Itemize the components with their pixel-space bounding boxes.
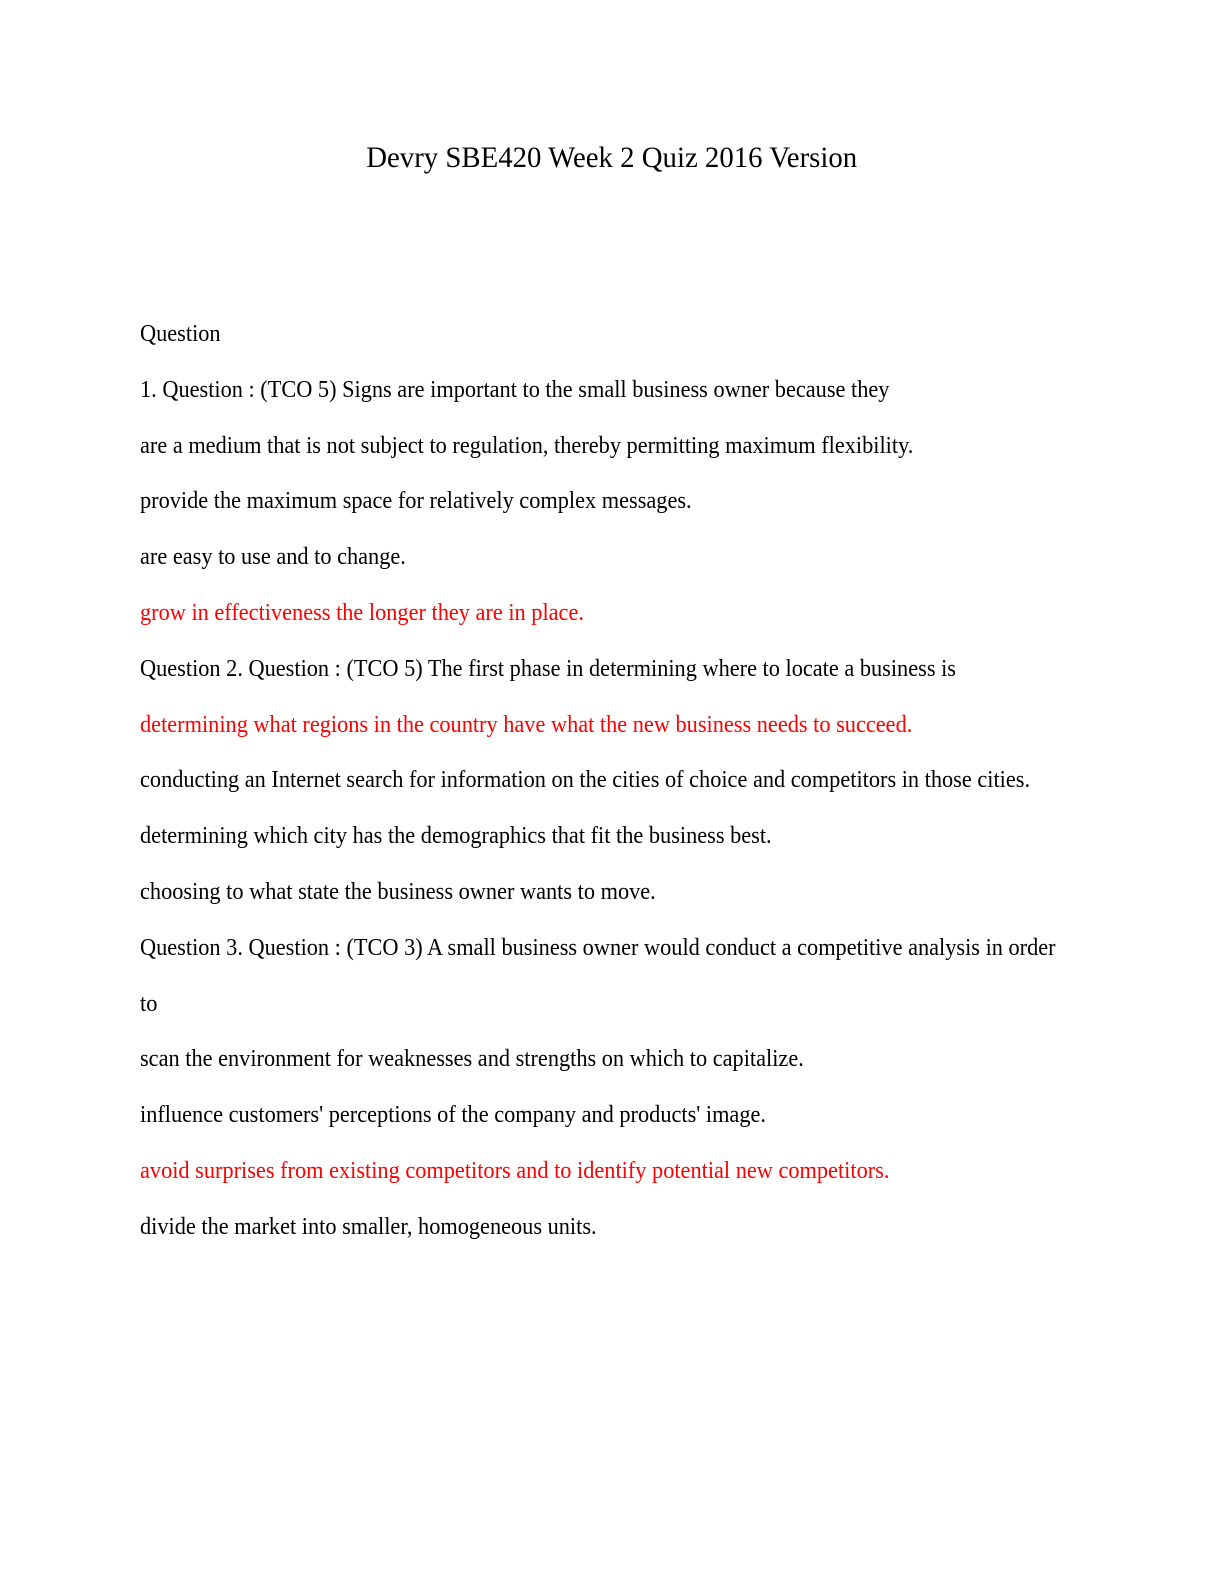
line-text: Question 3. Question : (TCO 3) A small business owner would conduct a competitive analysis in order — [140, 934, 1056, 961]
line-text: choosing to what state the business owner wants to move. — [140, 878, 656, 905]
line-text: Question 2. Question : (TCO 5) The first phase in determining where to locate a business is — [140, 655, 956, 682]
line-text: determining which city has the demographics that fit the business best. — [140, 823, 772, 850]
document-text-line — [140, 1032, 1180, 1088]
document-text-line — [140, 921, 1180, 977]
document-text-line — [140, 307, 1180, 363]
line-text: provide the maximum space for relatively complex messages. — [140, 488, 692, 515]
document-text-line — [140, 363, 1180, 419]
document-text-line — [140, 530, 1180, 586]
document-text-line — [140, 474, 1180, 530]
line-text: divide the market into smaller, homogeneous units. — [140, 1213, 597, 1240]
line-text: 1. Question : (TCO 5) Signs are important to the small business owner because they — [140, 376, 890, 403]
line-text: to — [140, 990, 158, 1017]
document-title — [0, 141, 1224, 175]
document-body — [140, 307, 1180, 1256]
document-text-line — [140, 865, 1180, 921]
highlighted-answer-line — [140, 698, 1180, 754]
document-text-line — [140, 642, 1180, 698]
line-text: conducting an Internet search for information on the cities of choice and competitors in those cities. — [140, 767, 1031, 794]
document-text-line — [140, 1200, 1180, 1256]
highlighted-answer-line — [140, 586, 1180, 642]
line-text: scan the environment for weaknesses and strengths on which to capitalize. — [140, 1046, 804, 1073]
line-text: avoid surprises from existing competitors and to identify potential new competitors. — [140, 1157, 890, 1184]
document-text-line — [140, 809, 1180, 865]
document-text-line — [140, 1088, 1180, 1144]
line-text: Question — [140, 321, 221, 347]
document-text-line — [140, 977, 1180, 1033]
document-text-line — [140, 419, 1180, 475]
highlighted-answer-line — [140, 1144, 1180, 1200]
line-text: influence customers' perceptions of the company and products' image. — [140, 1102, 766, 1129]
line-text: determining what regions in the country have what the new business needs to succeed. — [140, 711, 913, 738]
line-text: are a medium that is not subject to regulation, thereby permitting maximum flexibility. — [140, 432, 914, 459]
line-text: grow in effectiveness the longer they are in place. — [140, 599, 584, 626]
document-text-line — [140, 753, 1180, 809]
line-text: are easy to use and to change. — [140, 544, 406, 571]
document-title-text: Devry SBE420 Week 2 Quiz 2016 Version — [366, 141, 858, 174]
